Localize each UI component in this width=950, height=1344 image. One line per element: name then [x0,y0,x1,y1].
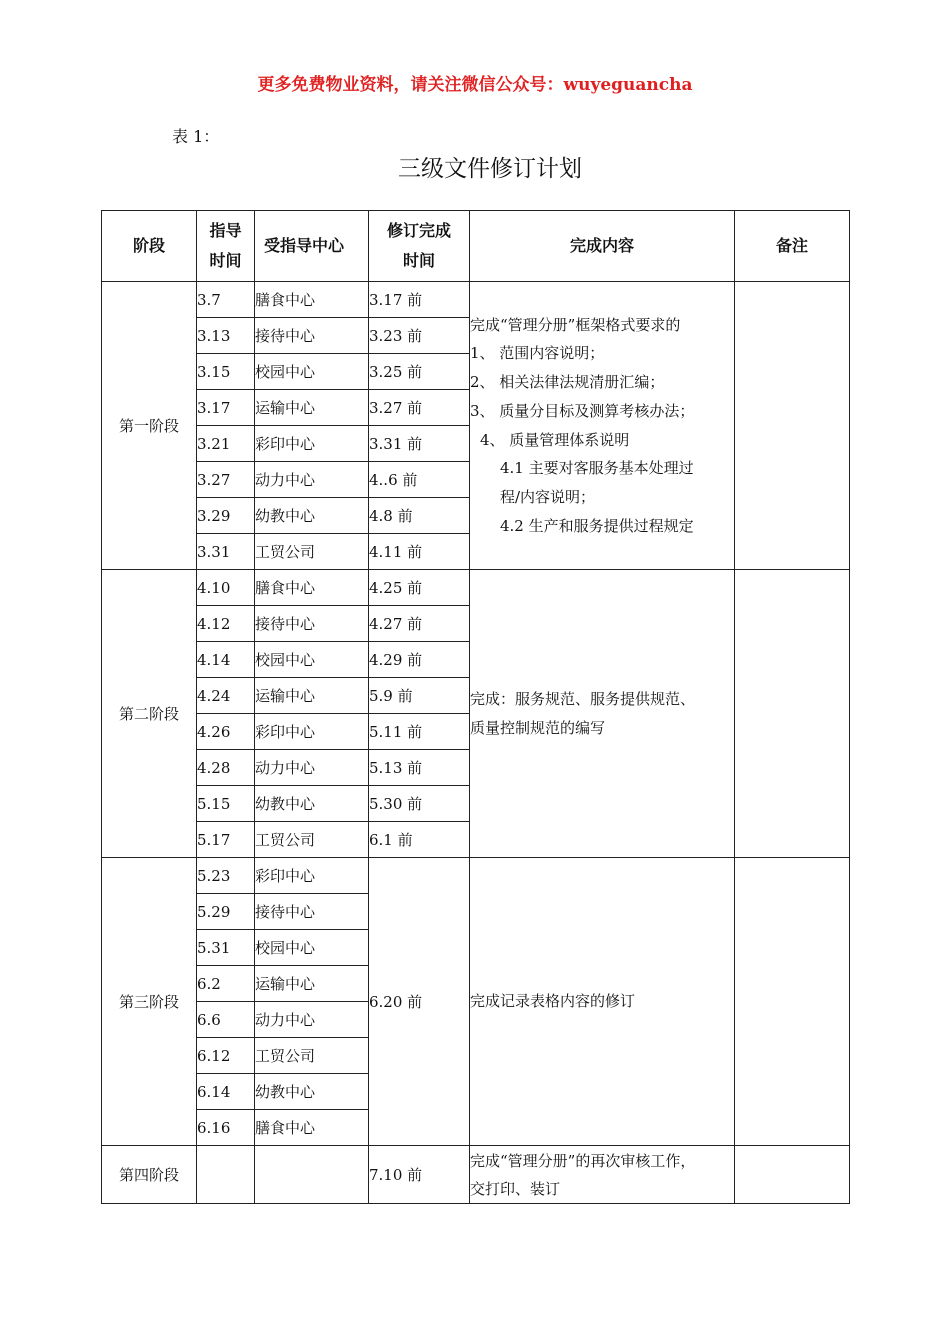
center-cell: 幼教中心 [255,1074,369,1110]
guide-time-cell: 3.31 [197,534,255,570]
revise-time-cell: 5.13 前 [369,750,470,786]
center-cell: 工贸公司 [255,822,369,858]
stage-3-content [470,858,735,1146]
stage-4-content [470,1146,735,1204]
guide-time-cell: 3.27 [197,462,255,498]
guide-time-cell: 6.12 [197,1038,255,1074]
center-cell: 膳食中心 [255,1110,369,1146]
header-revise-time-line2: 时间 [402,251,435,270]
center-cell: 接待中心 [255,894,369,930]
guide-time-cell: 6.6 [197,1002,255,1038]
stage-3-cell: 第三阶段 [102,858,197,1146]
center-cell: 校园中心 [255,642,369,678]
table-row [102,1146,850,1204]
table-row [102,282,850,318]
revise-time-cell: 7.10 前 [369,1146,470,1204]
content-line: 交打印、装订 [470,1179,561,1198]
guide-time-cell: 5.29 [197,894,255,930]
stage-4-remark [735,1146,850,1204]
revision-plan-table [101,210,850,1204]
header-content: 完成内容 [470,211,735,282]
content-line: 完成“管理分册”的再次审核工作， [470,1151,696,1170]
guide-time-cell: 4.14 [197,642,255,678]
guide-time-cell: 4.10 [197,570,255,606]
revise-time-cell: 3.23 前 [369,318,470,354]
revise-time-cell: 4..6 前 [369,462,470,498]
stage-2-remark [735,570,850,858]
center-cell: 动力中心 [255,462,369,498]
center-cell [255,1146,369,1204]
guide-time-cell: 5.31 [197,930,255,966]
stage-1-cell: 第一阶段 [102,282,197,570]
content-line: 4.1 主要对客服务基本处理过 [500,459,694,478]
guide-time-cell: 5.17 [197,822,255,858]
center-cell: 校园中心 [255,930,369,966]
center-cell: 接待中心 [255,606,369,642]
center-cell: 动力中心 [255,750,369,786]
revise-time-cell: 4.29 前 [369,642,470,678]
center-cell: 运输中心 [255,678,369,714]
revise-time-cell: 5.11 前 [369,714,470,750]
guide-time-cell: 6.2 [197,966,255,1002]
header-stage: 阶段 [102,211,197,282]
content-line: 2、 相关法律法规清册汇编； [470,373,665,392]
content-line: 完成：服务规范、服务提供规范、 [470,689,696,708]
revise-time-cell: 4.8 前 [369,498,470,534]
stage-3-remark [735,858,850,1146]
header-remark: 备注 [735,211,850,282]
revise-time-cell: 3.17 前 [369,282,470,318]
center-cell: 幼教中心 [255,498,369,534]
guide-time-cell: 4.28 [197,750,255,786]
content-line: 1、 范围内容说明； [470,344,605,363]
center-cell: 彩印中心 [255,858,369,894]
center-cell: 幼教中心 [255,786,369,822]
table-row [102,858,850,894]
revise-time-cell: 4.11 前 [369,534,470,570]
table-label: 表 1： [172,127,220,146]
center-cell: 膳食中心 [255,282,369,318]
header-guide-time-line2: 时间 [209,251,242,270]
stage-4-cell: 第四阶段 [102,1146,197,1204]
content-line: 质量控制规范的编写 [470,718,606,737]
center-cell: 彩印中心 [255,714,369,750]
guide-time-cell: 3.7 [197,282,255,318]
guide-time-cell: 4.24 [197,678,255,714]
content-line: 完成“管理分册”框架格式要求的 [470,315,681,334]
content-line: 程/内容说明； [500,487,596,506]
revise-time-cell: 5.9 前 [369,678,470,714]
stage-1-content [470,282,735,570]
guide-time-cell: 3.13 [197,318,255,354]
content-line: 完成记录表格内容的修订 [470,992,636,1011]
header-guide-time [197,211,255,282]
stage-2-cell: 第二阶段 [102,570,197,858]
guide-time-cell: 4.12 [197,606,255,642]
center-cell: 动力中心 [255,1002,369,1038]
document-title: 三级文件修订计划 [398,156,582,182]
center-cell: 运输中心 [255,390,369,426]
content-line: 4、 质量管理体系说明 [480,430,630,449]
guide-time-cell: 3.15 [197,354,255,390]
content-line: 4.2 生产和服务提供过程规定 [500,516,694,535]
guide-time-cell: 3.29 [197,498,255,534]
guide-time-cell: 3.21 [197,426,255,462]
revise-time-cell: 6.1 前 [369,822,470,858]
content-line: 3、 质量分目标及测算考核办法； [470,401,695,420]
center-cell: 工贸公司 [255,534,369,570]
center-cell: 膳食中心 [255,570,369,606]
revise-time-cell: 4.25 前 [369,570,470,606]
guide-time-cell: 5.23 [197,858,255,894]
guide-time-cell: 4.26 [197,714,255,750]
guide-time-cell: 3.17 [197,390,255,426]
center-cell: 彩印中心 [255,426,369,462]
stage-3-revise-time: 6.20 前 [369,858,470,1146]
header-revise-time [369,211,470,282]
stage-1-remark [735,282,850,570]
revise-time-cell: 4.27 前 [369,606,470,642]
table-row [102,570,850,606]
header-revise-time-line1: 修订完成 [386,221,451,240]
center-cell: 运输中心 [255,966,369,1002]
revise-time-cell: 3.27 前 [369,390,470,426]
header-center: 受指导中心 [255,211,369,282]
guide-time-cell: 5.15 [197,786,255,822]
revise-time-cell: 5.30 前 [369,786,470,822]
header-guide-time-line1: 指导 [209,221,242,240]
guide-time-cell: 6.14 [197,1074,255,1110]
center-cell: 校园中心 [255,354,369,390]
guide-time-cell [197,1146,255,1204]
stage-2-content [470,570,735,858]
center-cell: 接待中心 [255,318,369,354]
table-header-row [102,211,850,282]
revise-time-cell: 3.31 前 [369,426,470,462]
center-cell: 工贸公司 [255,1038,369,1074]
revise-time-cell: 3.25 前 [369,354,470,390]
guide-time-cell: 6.16 [197,1110,255,1146]
promo-banner: 更多免费物业资料，请关注微信公众号：wuyeguancha [257,75,693,95]
